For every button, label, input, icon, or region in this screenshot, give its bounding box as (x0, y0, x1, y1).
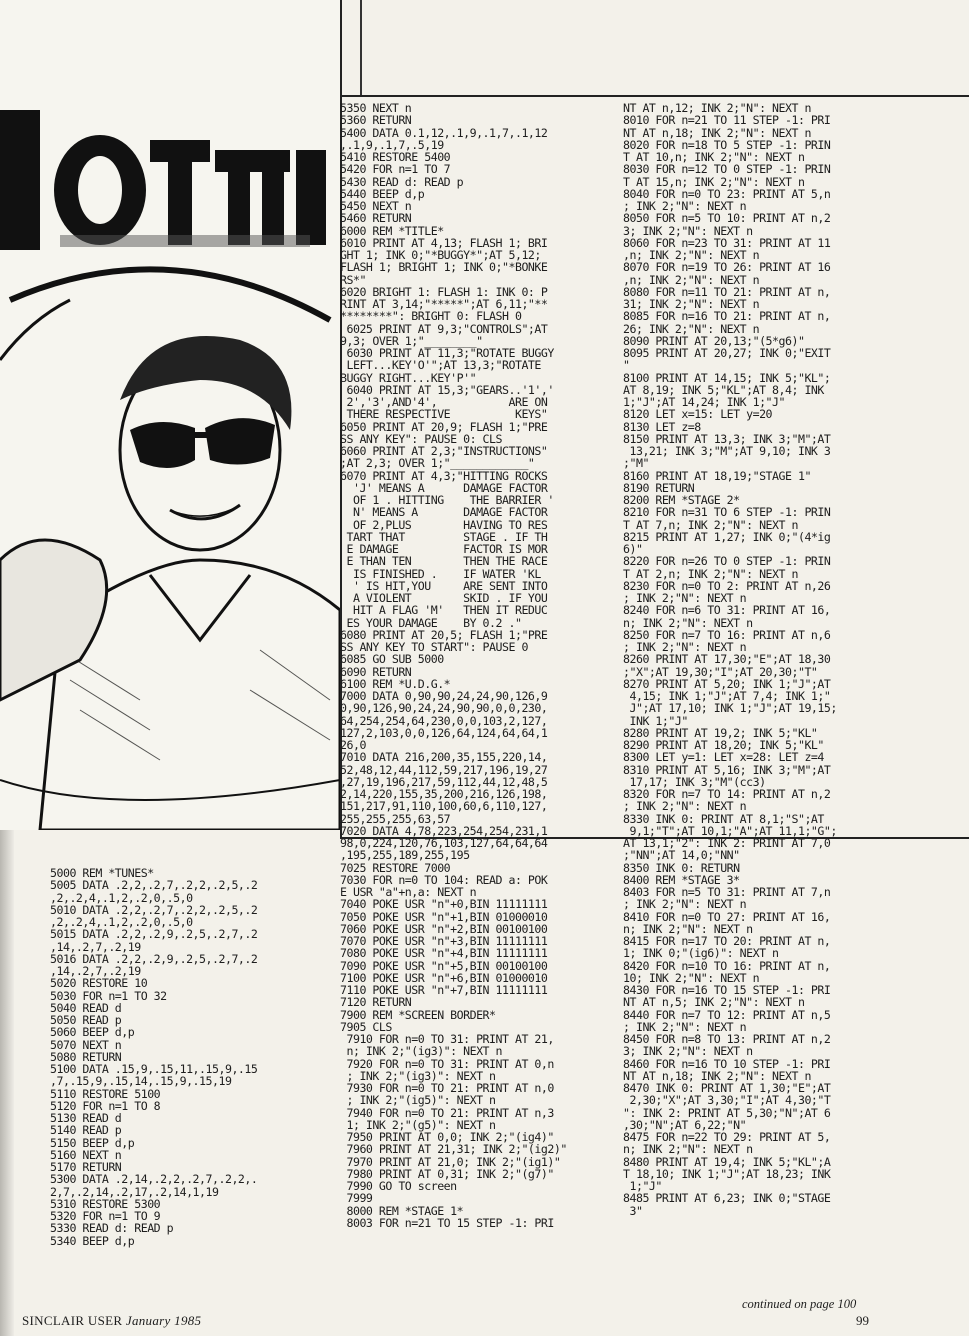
code-line: 7040 POKE USR "n"+0,BIN 11111111 (340, 897, 548, 912)
code-line: 8000 REM *STAGE 1* (340, 1203, 464, 1218)
code-line: n; INK 2;"N": NEXT n (623, 1142, 753, 1157)
headline-dot-shading (60, 235, 310, 247)
code-line: 8475 FOR n=22 TO 29: PRINT AT 5, (623, 1130, 831, 1144)
code-line: 5360 RETURN (340, 113, 412, 128)
code-line: ; INK 2;"N": NEXT n (623, 199, 747, 213)
code-line: TART THAT STAGE . IF TH (340, 529, 548, 544)
code-line: ;"X";AT 19,30;"I";AT 20,30;"T" (623, 664, 818, 679)
code-line: T 18,10; INK 1;"J";AT 18,23; INK (623, 1166, 831, 1181)
code-line: 8260 PRINT AT 17,30;"E";AT 18,30 (623, 652, 831, 667)
code-line: 6090 RETURN (340, 664, 412, 679)
code-line: 5050 READ p (50, 1013, 122, 1027)
code-line: E USR "a"+n,a: NEXT n (340, 885, 477, 899)
code-line: 8085 FOR n=16 TO 21: PRINT AT n, (623, 309, 831, 324)
page-number: 99 (856, 1313, 869, 1328)
code-line: 8010 FOR n=21 TO 11 STEP -1: PRI (623, 113, 831, 128)
code-line: n; INK 2;"N": NEXT n (623, 921, 753, 936)
code-line: 8330 INK 0: PRINT AT 8,1;"S";AT (623, 811, 824, 826)
code-line: 6000 REM *TITLE* (340, 223, 444, 238)
code-line: 5070 NEXT n (50, 1037, 122, 1052)
code-line: 8403 FOR n=5 TO 31: PRINT AT 7,n (623, 885, 831, 899)
code-line: 5010 DATA .2,2,.2,7,.2,2,.2,5,.2 (50, 902, 258, 917)
code-line: 13,21; INK 3;"M";AT 9,10; INK 3 (623, 444, 831, 458)
code-line: ES YOUR DAMAGE BY 0.2 ." (340, 615, 522, 630)
code-line: 7090 POKE USR "n"+5,BIN 00100100 (340, 958, 548, 973)
code-line: N' MEANS A DAMAGE FACTOR (340, 505, 548, 520)
code-line: 8400 REM *STAGE 3* (623, 872, 740, 887)
code-line: NT AT n,18; INK 2;"N": NEXT n (623, 125, 811, 140)
code-line: 6070 PRINT AT 4,3;"HITTING ROCKS (340, 468, 548, 483)
code-line: 6020 BRIGHT 1: FLASH 1: INK 0: P (340, 284, 548, 299)
code-line: 8230 FOR n=0 TO 2: PRINT AT n,26 (623, 578, 831, 593)
code-line: E THAN TEN THEN THE RACE (340, 554, 548, 569)
code-line: 9,1;"T";AT 10,1;"A";AT 11,1;"G"; (623, 823, 837, 838)
magazine-footer (22, 1313, 201, 1329)
code-line: 7070 POKE USR "n"+3,BIN 11111111 (340, 934, 548, 948)
code-line: T AT 7,n; INK 2;"N": NEXT n (623, 517, 798, 532)
code-line: 7025 RESTORE 7000 (340, 860, 451, 875)
code-line: 5030 FOR n=1 TO 32 (50, 988, 167, 1003)
code-line: ; INK 2;"N": NEXT n (623, 591, 747, 605)
code-line: 6030 PRINT AT 11,3;"ROTATE BUGGY (340, 346, 554, 360)
code-line: ;"NN";AT 14,0;"NN" (623, 848, 740, 863)
code-line: 8100 PRINT AT 14,15; INK 5;"KL"; (623, 370, 831, 385)
code-line: 7940 FOR n=0 TO 21: PRINT AT n,3 (340, 1105, 554, 1120)
code-line: 8060 FOR n=23 TO 31: PRINT AT 11 (623, 235, 831, 250)
code-line: 7030 FOR n=0 TO 104: READ a: POK (340, 872, 548, 887)
code-line: 5310 RESTORE 5300 (50, 1196, 161, 1211)
code-line: 5160 NEXT n (50, 1147, 122, 1162)
listing-column-left (50, 867, 257, 1247)
code-line: 7000 DATA 0,90,90,24,24,90,126,9 (340, 689, 548, 703)
code-line: 1;"J" (623, 1179, 662, 1193)
code-line: 8480 PRINT AT 19,4; INK 5;"KL";A (623, 1154, 831, 1169)
code-line: 7050 POKE USR "n"+1,BIN 01000010 (340, 909, 548, 924)
code-line: 7060 POKE USR "n"+2,BIN 00100100 (340, 921, 548, 936)
code-line: 5400 DATA 0.1,12,.1,9,.1,7,.1,12 (340, 125, 548, 140)
code-line: 5430 READ d: READ p (340, 174, 464, 189)
code-line: 8240 FOR n=6 TO 31: PRINT AT 16, (623, 603, 831, 618)
code-line: 5080 RETURN (50, 1049, 122, 1064)
code-line: 8190 RETURN (623, 480, 695, 495)
code-line: 5150 BEEP d,p (50, 1135, 135, 1150)
code-line: 1;"J";AT 14,24; INK 1;"J" (623, 395, 786, 409)
code-line: ; INK 2;"N": NEXT n (623, 897, 747, 912)
illustration-art (0, 0, 340, 830)
code-line: ********": BRIGHT 0: FLASH 0 (340, 309, 522, 324)
code-line: ,n; INK 2;"N": NEXT n (623, 272, 760, 287)
code-line: 6085 GO SUB 5000 (340, 652, 444, 667)
code-line: ; INK 2;"(ig3)": NEXT n (340, 1068, 496, 1083)
code-line: 7120 RETURN (340, 995, 412, 1010)
code-line: ,14,.2,7,.2,19 (50, 939, 141, 954)
code-line: ; INK 2;"N": NEXT n (623, 640, 747, 654)
code-line: 8470 INK 0: PRINT AT 1,30;"E";AT (623, 1081, 831, 1095)
code-line: ": INK 2: PRINT AT 5,30;"N";AT 6 (623, 1105, 831, 1120)
listing-column-right (623, 102, 837, 1217)
code-line: 5340 BEEP d,p (50, 1233, 135, 1248)
code-line: 5420 FOR n=1 TO 7 (340, 162, 451, 177)
code-line: 98,0,224,120,76,103,127,64,64,64 (340, 836, 548, 850)
code-line: 8250 FOR n=7 TO 16: PRINT AT n,6 (623, 627, 831, 642)
code-line: 8120 LET x=15: LET y=20 (623, 407, 773, 422)
code-line: 5450 NEXT n (340, 199, 412, 213)
code-line: 2,30;"X";AT 3,30;"I";AT 4,30;"T (623, 1093, 831, 1108)
code-line: ,27,19,196,217,59,112,44,12,48,5 (340, 774, 548, 789)
code-line: " (623, 358, 630, 373)
code-line: 6025 PRINT AT 9,3;"CONTROLS";AT (340, 321, 548, 336)
code-line: 7990 GO TO screen (340, 1179, 457, 1193)
code-line: 8090 PRINT AT 20,13;"(5*g6)" (623, 333, 805, 348)
code-line: 8003 FOR n=21 TO 15 STEP -1: PRI (340, 1215, 554, 1230)
code-line: ; INK 2;"N": NEXT n (623, 1019, 747, 1034)
code-line: 7980 PRINT AT 0,31; INK 2;"(g7)" (340, 1166, 554, 1181)
code-line: 5005 DATA .2,2,.2,7,.2,2,.2,5,.2 (50, 878, 258, 893)
code-line: 5350 NEXT n (340, 101, 412, 115)
code-line: INK 1;"J" (623, 713, 688, 728)
code-line: 7020 DATA 4,78,223,254,254,231,1 (340, 823, 548, 838)
code-line: 8350 INK 0: RETURN (623, 860, 740, 875)
code-line: 17,17; INK 3;"M"(cc3) (623, 774, 766, 789)
code-line: AT 8,19; INK 5;"KL";AT 8,4; INK (623, 382, 824, 397)
code-line: 'J' MEANS A DAMAGE FACTOR (340, 480, 548, 495)
code-line: 6040 PRINT AT 15,3;"GEARS..'1',' (340, 382, 554, 397)
code-line: OF 1 . HITTING THE BARRIER ' (340, 493, 554, 507)
code-line: 6050 PRINT AT 20,9; FLASH 1;"PRE (340, 419, 548, 434)
code-line: 64,254,254,64,230,0,0,103,2,127, (340, 713, 548, 728)
listing-column-middle (340, 102, 567, 1229)
code-line: OF 2,PLUS HAVING TO RES (340, 517, 548, 532)
code-line: 8130 LET z=8 (623, 419, 701, 434)
code-line: 6010 PRINT AT 4,13; FLASH 1; BRI (340, 235, 548, 250)
code-line: 5060 BEEP d,p (50, 1025, 135, 1040)
code-line: 8450 FOR n=8 TO 13: PRINT AT n,2 (623, 1032, 831, 1046)
code-line: 7110 POKE USR "n"+7,BIN 11111111 (340, 983, 548, 997)
code-line: ,n; INK 2;"N": NEXT n (623, 248, 760, 262)
code-line: 7100 POKE USR "n"+6,BIN 01000010 (340, 970, 548, 985)
code-line: 8420 FOR n=10 TO 16: PRINT AT n, (623, 958, 831, 973)
code-line: 7900 REM *SCREEN BORDER* (340, 1007, 496, 1022)
code-line: 5015 DATA .2,2,.2,9,.2,5,.2,7,.2 (50, 927, 258, 942)
magazine-title: SINCLAIR USER (22, 1313, 123, 1328)
code-line: 3" (623, 1203, 643, 1218)
code-line: 7905 CLS (340, 1019, 392, 1034)
code-line: T AT 2,n; INK 2;"N": NEXT n (623, 566, 798, 581)
code-line: 8310 PRINT AT 5,16; INK 3;"M";AT (623, 762, 831, 777)
code-line: 2,14,220,155,35,200,216,126,198, (340, 787, 548, 801)
code-line: LEFT...KEY'O'";AT 13,3;"ROTATE (340, 358, 541, 373)
code-line: 3; INK 2;"N": NEXT n (623, 223, 753, 238)
continued-note: continued on page 100 (742, 1297, 857, 1311)
code-line: 1; INK 2;"(g5)": NEXT n (340, 1117, 496, 1132)
code-line: 6)" (623, 542, 643, 556)
code-line: 8460 FOR n=16 TO 10 STEP -1: PRI (623, 1056, 831, 1071)
code-line: 8040 FOR n=0 TO 23: PRINT AT 5,n (623, 186, 831, 201)
code-line: ; INK 2;"N": NEXT n (623, 799, 747, 814)
code-line: 5320 FOR n=1 TO 9 (50, 1209, 161, 1223)
code-line: 5170 RETURN (50, 1160, 122, 1174)
code-line: 7080 POKE USR "n"+4,BIN 11111111 (340, 946, 548, 961)
code-line: n; INK 2;"N": NEXT n (623, 615, 753, 630)
code-line: 8050 FOR n=5 TO 10: PRINT AT n,2 (623, 211, 831, 226)
code-line: ,2,.2,4,.1,2,.2,0,.5,0 (50, 915, 193, 929)
code-line: 8410 FOR n=0 TO 27: PRINT AT 16, (623, 909, 831, 924)
code-line: NT AT n,5; INK 2;"N": NEXT n (623, 995, 805, 1010)
code-line: 26,0 (340, 738, 366, 752)
headline-lettering (0, 110, 326, 250)
code-line: ;AT 2,3; OVER 1;"____________" (340, 456, 535, 471)
code-line: 2','3',AND'4', ARE ON (340, 395, 548, 409)
code-line: T AT 10,n; INK 2;"N": NEXT n (623, 150, 805, 164)
code-line: 5020 RESTORE 10 (50, 976, 148, 991)
code-line: 5330 READ d: READ p (50, 1221, 174, 1236)
code-line: 5110 RESTORE 5100 (50, 1086, 161, 1101)
code-line: BUGGY RIGHT...KEY'P'" (340, 370, 477, 385)
code-line: 7999 (340, 1191, 373, 1206)
code-line: ;"M" (623, 456, 649, 471)
code-line: 2,7,.2,14,.2,17,.2,14,1,19 (50, 1184, 219, 1199)
code-line: 5016 DATA .2,2,.2,9,.2,5,.2,7,.2 (50, 951, 258, 966)
code-line: SS ANY KEY": PAUSE 0: CLS (340, 431, 503, 446)
code-line: 31; INK 2;"N": NEXT n (623, 297, 760, 311)
code-line: 6080 PRINT AT 20,5; FLASH 1;"PRE (340, 627, 548, 642)
code-line: 1; INK 0;"(ig6)": NEXT n (623, 946, 779, 961)
code-line: E DAMAGE FACTOR IS MOR (340, 542, 548, 556)
code-line: 127,2,103,0,0,126,64,124,64,64,1 (340, 725, 548, 740)
code-line: T AT 15,n; INK 2;"N": NEXT n (623, 174, 805, 189)
code-line: 8030 FOR n=12 TO 0 STEP -1: PRIN (623, 162, 831, 177)
code-line: 5040 READ d (50, 1000, 122, 1015)
code-line: 8095 PRINT AT 20,27; INK 0;"EXIT (623, 346, 831, 360)
code-line: 7930 FOR n=0 TO 21: PRINT AT n,0 (340, 1081, 554, 1095)
code-line: 6060 PRINT AT 2,3;"INSTRUCTIONS" (340, 444, 548, 458)
code-line: 255,255,255,63,57 (340, 811, 451, 826)
code-line: 7970 PRINT AT 21,0; INK 2;"(ig1)" (340, 1154, 561, 1169)
code-line: 7910 FOR n=0 TO 31: PRINT AT 21, (340, 1032, 554, 1046)
code-line: 10; INK 2;"N": NEXT n (623, 970, 760, 985)
code-line: 8160 PRINT AT 18,19;"STAGE 1" (623, 468, 811, 483)
code-line: 3; INK 2;"N": NEXT n (623, 1044, 753, 1059)
code-line: ' IS HIT,YOU ARE SENT INTO (340, 578, 548, 593)
code-line: 5000 REM *TUNES* (50, 866, 154, 880)
code-line: 26; INK 2;"N": NEXT n (623, 321, 760, 336)
code-line: 8485 PRINT AT 6,23; INK 0;"STAGE (623, 1191, 831, 1206)
code-line: HIT A FLAG 'M' THEN IT REDUC (340, 603, 548, 618)
code-line: 8300 LET y=1: LET x=28: LET z=4 (623, 750, 824, 765)
code-line: SS ANY KEY TO START": PAUSE 0 (340, 640, 528, 654)
code-line: ,2,.2,4,.1,2,.2,0,.5,0 (50, 890, 193, 905)
code-line: 8020 FOR n=18 TO 5 STEP -1: PRIN (623, 137, 831, 152)
code-line: 7950 PRINT AT 0,0; INK 2;"(ig4)" (340, 1130, 554, 1144)
code-line: 5460 RETURN (340, 211, 412, 226)
code-line: 5120 FOR n=1 TO 8 (50, 1098, 161, 1113)
code-line: RINT AT 3,14;"*****";AT 6,11;"** (340, 297, 548, 311)
code-line: 5100 DATA .15,9,.15,11,.15,9,.15 (50, 1062, 258, 1076)
code-line: 8280 PRINT AT 19,2; INK 5;"KL" (623, 725, 818, 740)
code-line: 7960 PRINT AT 21,31; INK 2;"(ig2)" (340, 1142, 567, 1157)
code-line: n; INK 2;"(ig3)": NEXT n (340, 1044, 503, 1059)
code-line: ,7,.15,9,.15,14,.15,9,.15,19 (50, 1074, 232, 1089)
code-line: 52,48,12,44,112,59,217,196,19,27 (340, 762, 548, 777)
code-line: 8220 FOR n=26 TO 0 STEP -1: PRIN (623, 554, 831, 569)
code-line: ,195,255,189,255,195 (340, 848, 470, 863)
code-line: NT AT n,12; INK 2;"N": NEXT n (623, 101, 811, 115)
code-line: 5300 DATA .2,14,.2,2,.2,7,.2,2,. (50, 1172, 258, 1187)
code-line: 8415 FOR n=17 TO 20: PRINT AT n, (623, 934, 831, 948)
code-line: 8290 PRINT AT 18,20; INK 5;"KL" (623, 738, 824, 752)
code-line: 8070 FOR n=19 TO 26: PRINT AT 16 (623, 260, 831, 275)
code-line: 8150 PRINT AT 13,3; INK 3;"M";AT (623, 431, 831, 446)
code-line: ,30;"N";AT 6,22;"N" (623, 1117, 747, 1132)
code-line: 8210 FOR n=31 TO 6 STEP -1: PRIN (623, 505, 831, 520)
code-line: ; INK 2;"(ig5)": NEXT n (340, 1093, 496, 1108)
code-line: 6100 REM *U.D.G.* (340, 676, 451, 691)
code-line: AT 13,1;"2": INK 2: PRINT AT 7,0 (623, 836, 831, 850)
code-line: THERE RESPECTIVE KEYS" (340, 407, 548, 422)
code-line: ,.1,9,.1,7,.5,19 (340, 137, 444, 152)
code-line: 8200 REM *STAGE 2* (623, 493, 740, 507)
code-line: FLASH 1; BRIGHT 1; INK 0;"*BONKE (340, 260, 548, 275)
code-line: NT AT n,18; INK 2;"N": NEXT n (623, 1068, 811, 1083)
top-frame (360, 0, 969, 95)
code-line: 5140 READ p (50, 1123, 122, 1138)
code-line: 5440 BEEP d,p (340, 186, 425, 201)
code-line: 8430 FOR n=16 TO 15 STEP -1: PRI (623, 983, 831, 997)
code-line: J";AT 17,10; INK 1;"J";AT 19,15; (623, 701, 837, 716)
code-line: A VIOLENT SKID . IF YOU (340, 591, 548, 605)
buggy-driver-illustration (0, 0, 342, 830)
code-line: 9,3; OVER 1;"________" (340, 333, 483, 348)
code-line: 151,217,91,110,100,60,6,110,127, (340, 799, 548, 814)
code-line: 8080 FOR n=11 TO 21: PRINT AT n, (623, 284, 831, 299)
code-line: 5410 RESTORE 5400 (340, 150, 451, 164)
code-line: 4,15; INK 1;"J";AT 7,4; INK 1;" (623, 689, 831, 703)
code-line: 5130 READ d (50, 1111, 122, 1125)
code-line: 7010 DATA 216,200,35,155,220,14, (340, 750, 548, 765)
code-line: ,14,.2,7,.2,19 (50, 964, 141, 978)
issue-date: January 1985 (125, 1313, 202, 1328)
code-line: 8440 FOR n=7 TO 12: PRINT AT n,5 (623, 1007, 831, 1022)
code-line: 8270 PRINT AT 5,20; INK 1;"J";AT (623, 676, 831, 691)
code-line: RS*" (340, 272, 366, 287)
code-line: 0,90,126,90,24,24,90,90,0,0,230, (340, 701, 548, 716)
code-line: 8320 FOR n=7 TO 14: PRINT AT n,2 (623, 787, 831, 801)
code-line: 8215 PRINT AT 1,27; INK 0;"(4*ig (623, 529, 831, 544)
code-line: IS FINISHED . IF WATER 'KL (340, 566, 541, 581)
code-line: 7920 FOR n=0 TO 31: PRINT AT 0,n (340, 1056, 554, 1071)
code-line: GHT 1; INK 0;"*BUGGY*";AT 5,12; (340, 248, 541, 262)
